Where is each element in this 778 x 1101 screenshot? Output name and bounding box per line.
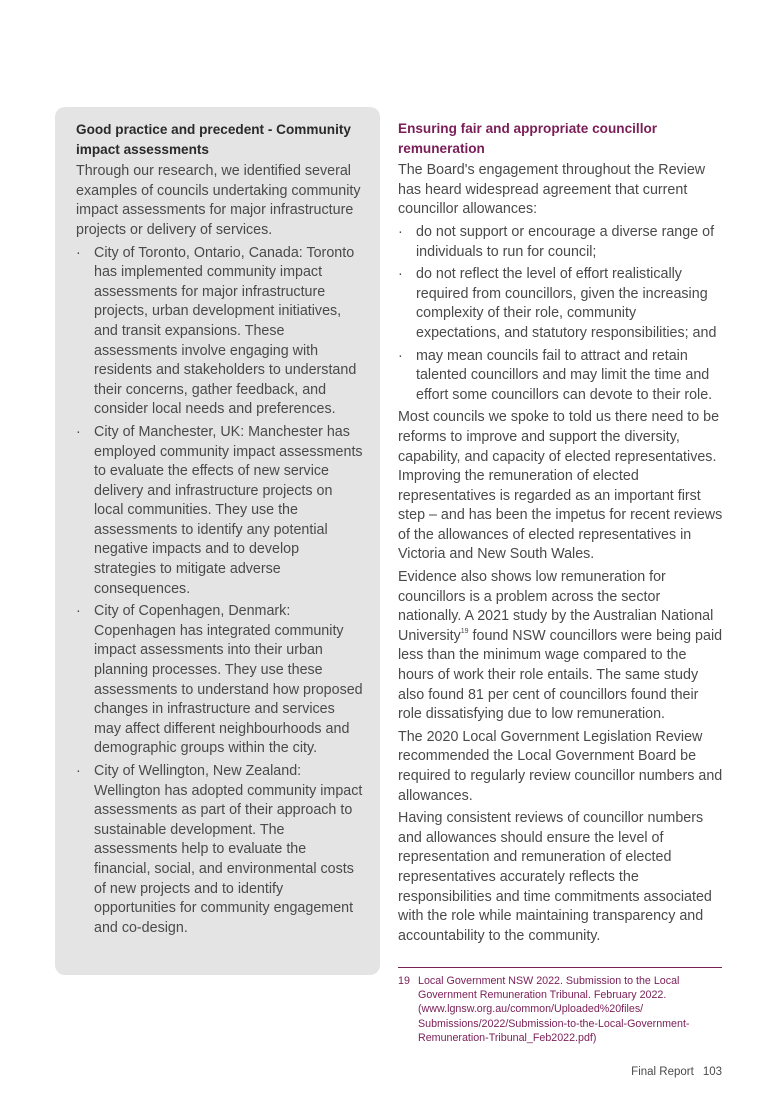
list-item-toronto: · City of Toronto, Ontario, Canada: Toronto has implemented community impact assessments for major infrastructure projects, urban development initiatives, and transit expansions. These assessments involve engaging with residents and stakeholders to understand their concerns, gather feedback, and consider local needs and preferences. — [76, 244, 364, 420]
evidence-text-a: Evidence also shows low remuneration for councillors is a problem across the sector nationally. A 2021 study by the Australian National University — [398, 569, 714, 644]
footnote-number: 19 — [398, 975, 410, 987]
list-item: · do not reflect the level of effort realistically required from councillors, given the increasing complexity of their role, community expectations, and statutory responsibilities; and — [398, 265, 724, 343]
page-number: 103 — [702, 1066, 722, 1078]
main-column — [398, 119, 724, 949]
sidebar-intro: Through our research, we identified several examples of councils undertaking community impact assessments for major infrastructure projects or delivery of services. — [76, 163, 361, 238]
evidence-paragraph — [398, 568, 724, 725]
allowance-issues-list — [398, 223, 724, 405]
footnote-divider — [398, 967, 722, 968]
footnote-text: Local Government NSW 2022. Submission to the Local Government Remuneration Tribunal. February 2022. (www.lgnsw.org.au/common/Uploaded%20files/ Submissions/2022/Submission-to-the-Local-Government-Remuneration-Tribunal_Feb2022.pdf) — [418, 975, 690, 1044]
list-item: · may mean councils fail to attract and retain talented councillors and may limit the time and effort some councillors can devote to their role. — [398, 347, 724, 406]
sidebar-heading: Good practice and precedent - Community impact assessments — [76, 122, 351, 157]
section-heading: Ensuring fair and appropriate councillor remuneration — [398, 121, 658, 156]
page-footer — [622, 1066, 722, 1078]
case-study-sidebar — [55, 107, 380, 975]
intro-paragraph: The Board's engagement throughout the Review has heard widespread agreement that current councillor allowances: — [398, 162, 706, 218]
evidence-text-b: found NSW councillors were being paid less than the minimum wage compared to the hours of work their role entails. The same study also found 81 per cent of councillors found their role dissatisfying due to low remuneration. — [398, 627, 723, 723]
list-item-wellington: · City of Wellington, New Zealand: Wellington has adopted community impact assessments as part of their approach to sustainable development. The assessments help to evaluate the financial, social, and environmental costs of new projects and to identify opportunities for community engagement and co-design. — [76, 762, 364, 938]
footnote — [398, 974, 724, 1045]
sidebar-list — [76, 244, 364, 939]
list-item-manchester: · City of Manchester, UK: Manchester has employed community impact assessments to evaluate the effects of new service delivery and infrastructure projects on local communities. They use the assessments to identify any potential negative impacts and to develop strategies to mitigate adverse consequences. — [76, 423, 364, 599]
reforms-paragraph: Most councils we spoke to told us there need to be reforms to improve and support the diversity, capability, and capacity of elected representatives. Improving the remuneration of elected representatives is regarded as an important first step – and has been the impetus for recent reviews of the allowances of elected representatives in Victoria and New South Wales. — [398, 409, 723, 563]
footer-label: Final Report — [631, 1066, 694, 1078]
consistent-reviews-paragraph: Having consistent reviews of councillor numbers and allowances should ensure the level of representation and remuneration of elected representatives accurately reflects the responsibilities and time commitments associated with the role while maintaining transparency and accountability to the community. — [398, 810, 712, 944]
legislation-review-paragraph: The 2020 Local Government Legislation Review recommended the Local Government Board be required to regularly review councillor numbers and allowances. — [398, 728, 723, 804]
list-item: · do not support or encourage a diverse range of individuals to run for council; — [398, 223, 724, 262]
footnote-ref: 19 — [460, 627, 469, 635]
list-item-copenhagen: · City of Copenhagen, Denmark: Copenhagen has integrated community impact assessments into their urban planning processes. They use these assessments to understand how proposed changes in infrastructure and services may affect different neighbourhoods and demographic groups within the city. — [76, 602, 364, 759]
